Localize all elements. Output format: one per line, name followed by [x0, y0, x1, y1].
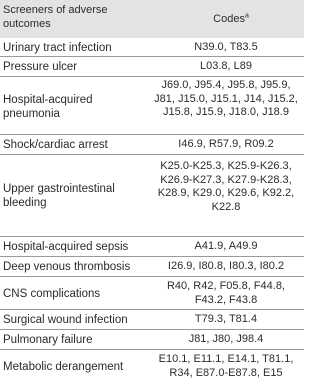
outcome-label: CNS complications — [3, 288, 101, 300]
table-row — [0, 155, 304, 237]
outcome-codes: J69.0, J95.4, J95.8, J95.9, J81, J15.0, J15.1, J14, J15.2, J15.8, J15.9, J18.0, J18.9 — [154, 79, 298, 118]
table-row — [0, 38, 304, 57]
table-row — [0, 277, 304, 310]
outcome-label: Surgical wound infection — [3, 314, 128, 326]
codes-footnote-marker: a — [244, 12, 249, 20]
outcome-codes: A41.9, A49.9 — [194, 240, 258, 252]
outcome-codes: T79.3, T81.4 — [194, 313, 258, 325]
outcome-label: Metabolic derangement — [3, 361, 124, 373]
table-row — [0, 57, 304, 77]
outcome-codes: I46.9, R57.9, R09.2 — [178, 138, 274, 150]
outcomes-column-header: Screeners of adverse outcomes — [3, 4, 108, 30]
table-row — [0, 310, 304, 330]
outcome-codes: L03.8, L89 — [200, 60, 252, 72]
outcome-label: Hospital-acquired pneumonia — [3, 94, 93, 120]
outcome-codes: R40, R42, F05.8, F44.8, F43.2, F43.8 — [166, 280, 285, 306]
codes-column-header — [158, 12, 304, 26]
outcome-codes: N39.0, T83.5 — [194, 41, 258, 53]
outcome-label: Hospital-acquired sepsis — [3, 241, 129, 253]
table-row — [0, 77, 304, 135]
outcome-label: Pressure ulcer — [3, 61, 78, 73]
outcome-label: Shock/cardiac arrest — [3, 139, 108, 151]
codes-header-label: Codes — [213, 13, 245, 25]
outcome-label: Pulmonary failure — [3, 334, 93, 346]
table-row — [0, 330, 304, 350]
outcome-codes: E10.1, E11.1, E14.1, T81.1, R34, E87.0-E87.8, E15 — [158, 353, 294, 379]
table-row — [0, 350, 304, 384]
table-row — [0, 135, 304, 155]
table-header — [0, 0, 304, 38]
outcome-label: Deep venous thrombosis — [3, 261, 131, 273]
outcome-label: Urinary tract infection — [3, 42, 112, 54]
table-row — [0, 237, 304, 257]
outcome-codes: K25.0-K25.3, K25.9-K26.3, K26.9-K27.3, K27.9-K28.3, K28.9, K29.0, K29.6, K92.2, K22.8 — [157, 160, 295, 213]
outcome-codes: J81, J80, J98.4 — [188, 333, 264, 345]
outcome-label: Upper gastrointestinal bleeding — [3, 183, 115, 209]
outcome-codes: I26.9, I80.8, I80.3, I80.2 — [167, 260, 285, 272]
table-row — [0, 257, 304, 277]
